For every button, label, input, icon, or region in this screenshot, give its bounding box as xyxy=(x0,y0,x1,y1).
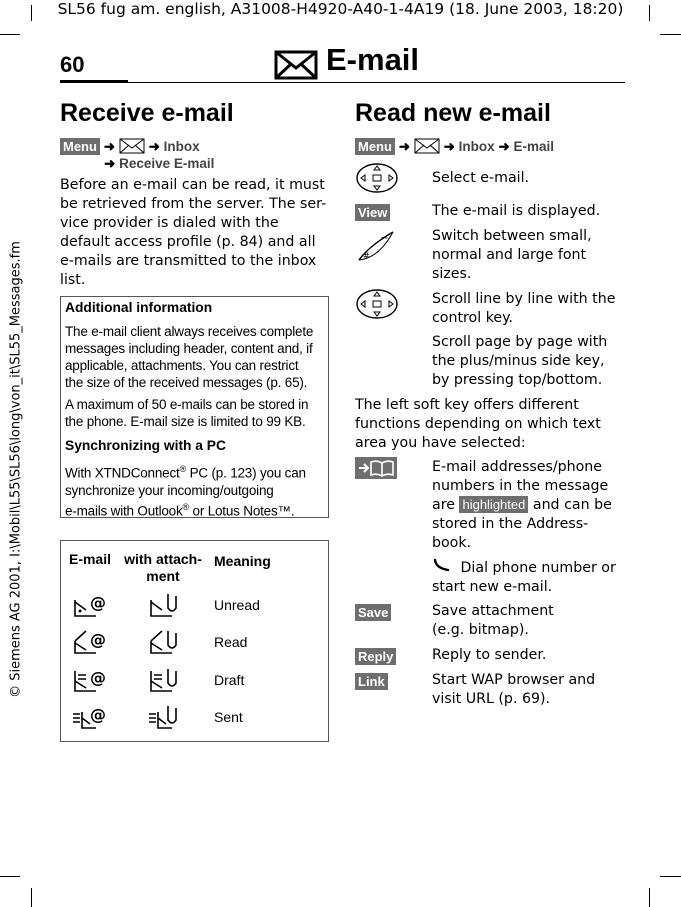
envelope-draft-icon xyxy=(72,667,108,693)
text-line: be retrieved from the server. The ser- xyxy=(60,196,327,212)
text-line: the size of the received messages (p. 65). xyxy=(65,375,308,390)
table-cell-sent: Sent xyxy=(214,709,243,725)
envelope-icon xyxy=(274,50,318,80)
link-key[interactable]: Link xyxy=(355,673,388,690)
attachment-sent-icon xyxy=(148,704,182,730)
phone-call-icon xyxy=(432,558,456,578)
menu-path-receive xyxy=(60,138,214,172)
text-line xyxy=(432,558,616,578)
link-key-wrap xyxy=(355,671,388,690)
header-rule xyxy=(60,82,625,83)
control-key-icon[interactable] xyxy=(355,288,399,320)
info-box-title: Additional information xyxy=(65,300,213,315)
view-text: The e-mail is displayed. xyxy=(432,203,601,219)
svg-text:@: @ xyxy=(90,705,106,724)
text-line: by pressing top/bottom. xyxy=(432,372,603,388)
arrow-icon: ➜ xyxy=(498,139,510,154)
arrow-icon: ➜ xyxy=(103,139,116,154)
text-line: sizes. xyxy=(432,266,472,282)
view-key[interactable]: View xyxy=(355,204,390,221)
arrow-icon: ➜ xyxy=(104,156,116,171)
text-line: Scroll line by line with the xyxy=(432,291,616,307)
text-line: visit URL (p. 69). xyxy=(432,691,551,707)
envelope-small-icon xyxy=(414,138,440,154)
highlighted-marker: highlighted xyxy=(459,496,528,513)
envelope-unread-icon xyxy=(72,592,108,618)
select-email-text: Select e-mail. xyxy=(432,170,530,186)
text-line: The left soft key offers different xyxy=(355,397,579,413)
path-step-email: E-mail xyxy=(513,139,554,154)
section-heading-read: Read new e-mail xyxy=(355,99,551,127)
table-cell-unread: Unread xyxy=(214,597,260,613)
table-cell-draft: Draft xyxy=(214,672,245,688)
info-paragraph-3 xyxy=(65,461,327,519)
crop-mark xyxy=(649,888,650,907)
text-line: book. xyxy=(432,535,472,551)
text-span: e-mails with Outlook xyxy=(65,503,183,518)
switch-font-text xyxy=(432,227,592,284)
addressbook-key-icon[interactable] xyxy=(355,457,397,479)
text-line: list. xyxy=(60,272,86,288)
running-header: SL56 fug am. english, A31008-H4920-A40-1-4A19 (18. June 2003, 18:20) xyxy=(57,0,624,18)
arrow-icon: ➜ xyxy=(398,139,411,154)
attachment-unread-icon xyxy=(148,592,182,618)
sync-title: Synchronizing with a PC xyxy=(65,438,226,453)
scroll-line-text xyxy=(432,290,615,328)
text-line xyxy=(432,496,612,515)
text-line xyxy=(65,461,327,482)
table-header-email: E-mail xyxy=(68,551,111,567)
text-span: and can be xyxy=(528,497,612,513)
path-step-receive: Receive E-mail xyxy=(119,156,215,171)
text-line: synchronize your incoming/outgoing xyxy=(65,482,274,498)
attachment-read-icon xyxy=(148,629,182,655)
table-header-meaning: Meaning xyxy=(214,553,271,569)
menu-key[interactable]: Menu xyxy=(355,138,395,155)
table-header-attachment xyxy=(120,551,206,585)
crop-mark xyxy=(660,876,681,877)
text-line: e-mails are transmitted to the inbox xyxy=(60,253,317,269)
dial-text xyxy=(432,558,616,597)
envelope-small-icon xyxy=(119,138,145,154)
menu-key[interactable]: Menu xyxy=(60,138,100,155)
reply-key-wrap xyxy=(355,646,396,665)
registered-mark: ® xyxy=(179,464,187,474)
link-text xyxy=(432,671,595,709)
text-line: control key. xyxy=(432,310,514,326)
envelope-sent-icon xyxy=(72,704,108,730)
text-line: The e-mail client always receives complete xyxy=(65,324,314,339)
table-cell-read: Read xyxy=(214,634,248,650)
text-span: are xyxy=(432,497,460,513)
text-line: with attach- xyxy=(124,551,202,567)
save-text xyxy=(432,602,554,640)
text-line: ment xyxy=(146,568,180,584)
text-line: Scroll page by page with xyxy=(432,334,608,350)
registered-mark: ® xyxy=(182,501,189,512)
crop-mark xyxy=(0,876,20,877)
text-span: With XTNDConnect xyxy=(65,465,180,481)
text-span: PC (p. 123) you can xyxy=(186,465,306,481)
text-line xyxy=(65,499,327,520)
arrow-icon: ➜ xyxy=(148,139,160,154)
view-key-wrap xyxy=(355,202,390,221)
chapter-title: E-mail xyxy=(326,42,420,77)
path-step-inbox: Inbox xyxy=(458,139,495,154)
text-line: normal and large font xyxy=(432,247,587,263)
envelope-read-icon xyxy=(72,629,108,655)
text-span: or Lotus Notes™. xyxy=(188,503,295,518)
save-key[interactable]: Save xyxy=(355,604,391,621)
reply-text: Reply to sender. xyxy=(432,647,547,663)
text-line: E-mail addresses/phone xyxy=(432,459,603,475)
text-line: Save attachment xyxy=(432,603,554,619)
svg-text:#: # xyxy=(363,251,370,260)
text-line: start new e-mail. xyxy=(432,579,553,595)
attachment-draft-icon xyxy=(148,667,182,693)
text-line: the phone. E-mail size is limited to 99 KB. xyxy=(65,414,306,429)
reply-key[interactable]: Reply xyxy=(355,648,396,665)
receive-paragraph xyxy=(60,176,335,290)
svg-text:⊸: ⊸ xyxy=(381,233,388,242)
left-soft-key-paragraph xyxy=(355,396,625,453)
text-line: numbers in the message xyxy=(432,478,609,494)
page-number: 60 xyxy=(60,52,85,77)
text-line: Before an e-mail can be read, it must xyxy=(60,177,325,193)
crop-mark xyxy=(31,888,32,907)
path-step-inbox: Inbox xyxy=(163,139,200,154)
text-line: Start WAP browser and xyxy=(432,672,596,688)
section-heading-receive: Receive e-mail xyxy=(60,99,234,127)
info-paragraph-1 xyxy=(65,323,327,391)
text-line: functions depending on which text xyxy=(355,416,601,432)
svg-text:@: @ xyxy=(90,668,106,687)
crop-mark xyxy=(0,34,20,35)
side-copyright-note: © Siemens AG 2001, I:\Mobil\L55\SL56\long\von_it\SL55_Messages.fm xyxy=(8,241,24,698)
font-size-key-icon[interactable] xyxy=(355,228,399,264)
svg-text:@: @ xyxy=(90,593,106,612)
text-line: stored in the Address- xyxy=(432,516,589,532)
text-line: vice provider is dialed with the xyxy=(60,215,279,231)
text-span: Dial phone number or xyxy=(456,560,616,576)
text-line: Switch between small, xyxy=(432,228,592,244)
control-key-icon[interactable] xyxy=(355,162,399,194)
text-line: area you have selected: xyxy=(355,435,526,451)
info-paragraph-2 xyxy=(65,396,327,430)
text-line: the plus/minus side key, xyxy=(432,353,605,369)
arrow-icon: ➜ xyxy=(443,139,455,154)
svg-text:@: @ xyxy=(90,630,106,649)
address-text xyxy=(432,458,612,553)
text-line: applicable, attachments. You can restrict xyxy=(65,358,299,373)
menu-path-read xyxy=(355,138,554,155)
scroll-page-text xyxy=(432,333,607,390)
crop-mark xyxy=(660,34,681,35)
text-line: A maximum of 50 e-mails can be stored in xyxy=(65,397,309,412)
text-line: default access profile (p. 84) and all xyxy=(60,234,316,250)
text-line: messages including header, content and, if xyxy=(65,341,313,356)
save-key-wrap xyxy=(355,602,391,621)
text-line: (e.g. bitmap). xyxy=(432,622,529,638)
